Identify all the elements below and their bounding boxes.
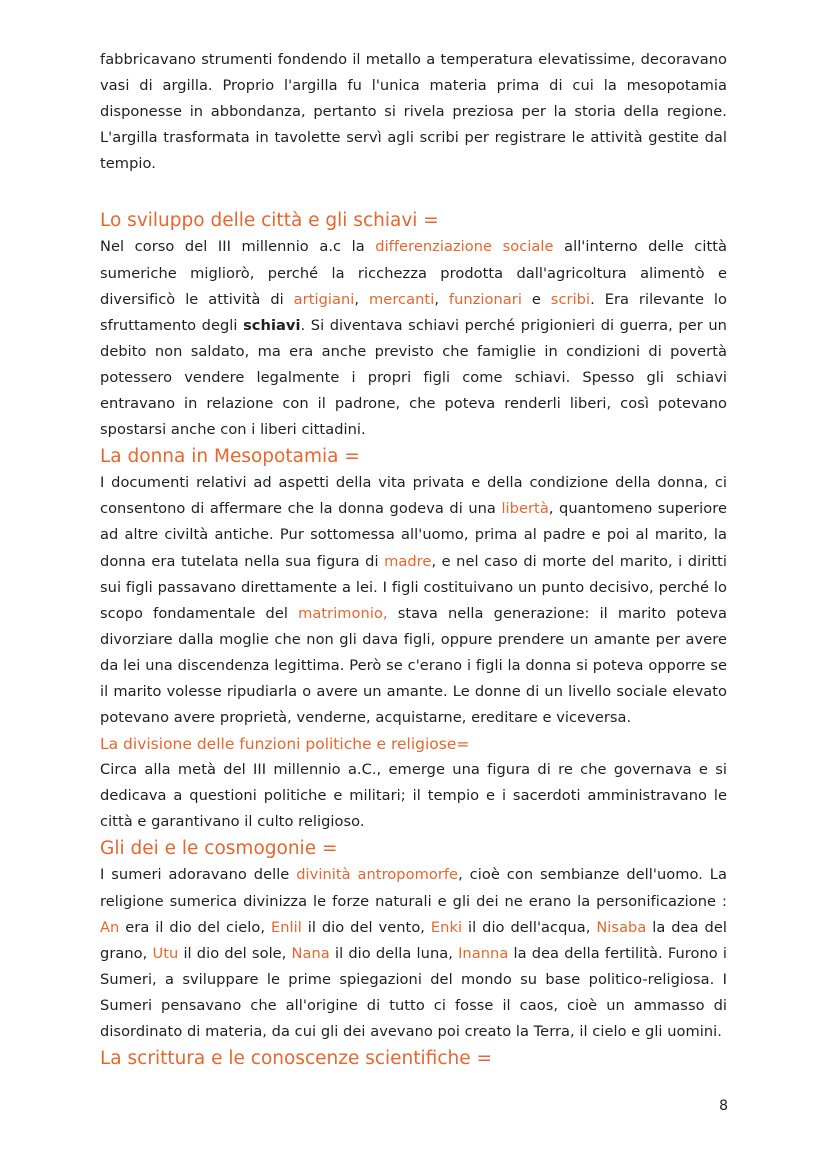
- highlight-term: scribi: [550, 290, 591, 308]
- paragraph-dei: I sumeri adoravano delle divinità antropomorfe, cioè con sembianze dell'uomo. La religione sumerica divinizza le forze naturali e gli dei ne erano la personificazione : An era il dio del cielo, Enlil il dio del vento, Enki il dio dell'acqua, Nisaba la dea del grano, Utu il dio del sole, Nana il dio della luna, Inanna la dea della fertilità. Furono i Sumeri, a sviluppare le prime spiegazioni del mondo su base politico-religiosa. I Sumeri pensavano che all'origine di tutto ci fosse il caos, cioè un ammasso di disordinato di materia, da cui gli dei avevano poi creato la Terra, il cielo e gli uomini.: [100, 866, 728, 1040]
- highlight-term: artigiani: [293, 290, 355, 308]
- heading-dei: Gli dei e le cosmogonie =: [100, 838, 338, 860]
- highlight-term: Inanna: [458, 944, 509, 962]
- highlight-term: differenziazione sociale: [375, 238, 554, 256]
- highlight-term: matrimonio,: [298, 604, 388, 622]
- highlight-term: libertà: [501, 500, 549, 518]
- highlight-term: divinità antropomorfe: [296, 866, 459, 884]
- heading-scrittura: La scrittura e le conoscenze scientifiche =: [100, 1048, 492, 1070]
- highlight-term: Nisaba: [596, 918, 647, 936]
- heading-donna: La donna in Mesopotamia =: [100, 446, 360, 468]
- heading-divisione: La divisione delle funzioni politiche e religiose=: [100, 735, 470, 754]
- page-number: 8: [719, 1098, 728, 1114]
- highlight-term: Utu: [152, 944, 179, 962]
- paragraph-divisione: Circa alla metà del III millennio a.C., emerge una figura di re che governava e si dedicava a questioni politiche e militari; il tempio e i sacerdoti amministravano le città e garantivano il culto religioso.: [100, 761, 727, 831]
- highlight-term: An: [100, 918, 120, 936]
- paragraph-donna: I documenti relativi ad aspetti della vita privata e della condizione della donna, ci consentono di affermare che la donna godeva di una libertà, quantomeno superiore ad altre civiltà antiche. Pur sottomessa all'uomo, prima al padre e poi al marito, la donna era tutelata nella sua figura di madre, e nel caso di morte del marito, i diritti sui figli passavano direttamente a lei. I figli costituivano un punto decisivo, perché lo scopo fondamentale del matrimonio, stava nella generazione: il marito poteva divorziare dalla moglie che non gli dava figli, oppure prendere un amante per avere da lei una discendenza legittima. Però se c'erano i figli la donna si poteva opporre se il marito volesse ripudiarla o avere un amante. Le donne di un livello sociale elevato potevano avere proprietà, venderne, acquistarne, ereditare e viceversa.: [100, 474, 727, 727]
- highlight-term: madre: [384, 552, 432, 570]
- bold-term: schiavi: [243, 316, 301, 334]
- highlight-term: mercanti: [369, 290, 435, 308]
- highlight-term: Enlil: [270, 918, 302, 936]
- highlight-term: Nana: [291, 944, 330, 962]
- intro-paragraph: fabbricavano strumenti fondendo il metallo a temperatura elevatissime, decoravano vasi di argilla. Proprio l'argilla fu l'unica materia prima di cui la mesopotamia disponesse in abbondanza, pertanto si rivela preziosa per la storia della regione. L'argilla trasformata in tavolette servì agli scribi per registrare le attività gestite dal tempio.: [100, 51, 727, 173]
- paragraph-citta-schiavi: Nel corso del III millennio a.c la differenziazione sociale all'interno delle città sumeriche migliorò, perché la ricchezza prodotta dall'agricoltura alimentò e diversificò le attività di artigiani, mercanti, funzionari e scribi. Era rilevante lo sfruttamento degli schiavi. Si diventava schiavi perché prigionieri di guerra, per un debito non saldato, ma era anche previsto che famiglie in condizioni di povertà potessero vendere legalmente i propri figli come schiavi. Spesso gli schiavi entravano in relazione con il padrone, che poteva renderli liberi, così potevano spostarsi anche con i liberi cittadini.: [100, 238, 728, 439]
- highlight-term: Enki: [430, 918, 463, 936]
- heading-citta-schiavi: Lo sviluppo delle città e gli schiavi =: [100, 210, 439, 232]
- page-content: [100, 47, 727, 1072]
- highlight-term: funzionari: [448, 290, 522, 308]
